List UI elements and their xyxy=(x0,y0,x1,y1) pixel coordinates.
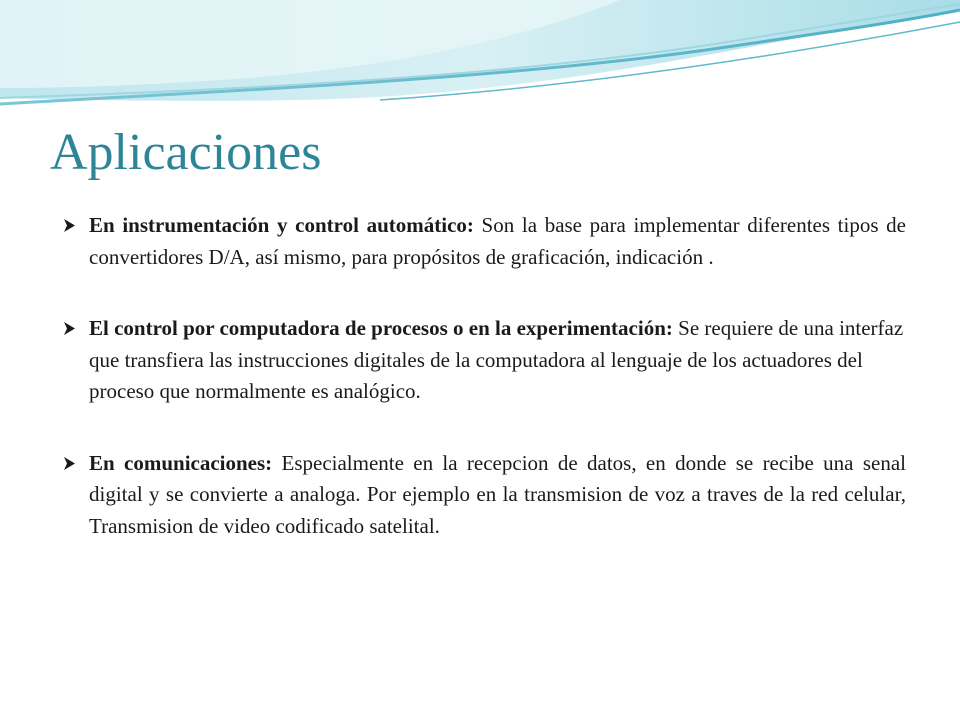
bullet-item xyxy=(60,313,906,408)
slide-title: Aplicaciones xyxy=(50,124,322,181)
bullet-text: Son la base para implementar diferentes tipos de convertidores D/A, así mismo, para propósitos de graficación, indicación . xyxy=(89,213,906,269)
arrowhead-icon xyxy=(60,210,80,241)
bullet-lead: El control por computadora de procesos o en la experimentación: xyxy=(89,316,673,340)
bullet-text: Especialmente en la recepcion de datos, en donde se recibe una senal digital y se convierte a analoga. Por ejemplo en la transmision de voz a traves de la red celular, Transmision de video codificado satelital. xyxy=(89,450,906,538)
arrowhead-icon xyxy=(60,448,80,479)
bullet-lead: En comunicaciones: xyxy=(89,450,273,475)
bullet-lead: En instrumentación y control automático: xyxy=(89,213,474,237)
bullet-item xyxy=(60,448,906,543)
bullet-item xyxy=(60,210,906,273)
header-wave-decoration xyxy=(0,0,960,120)
bullet-text: Se requiere de una interfaz que transfiera las instrucciones digitales de la computadora al lenguaje de los actuadores del proceso que normalmente es analógico. xyxy=(89,316,904,403)
arrowhead-icon xyxy=(60,313,80,344)
bullet-list xyxy=(60,210,906,542)
